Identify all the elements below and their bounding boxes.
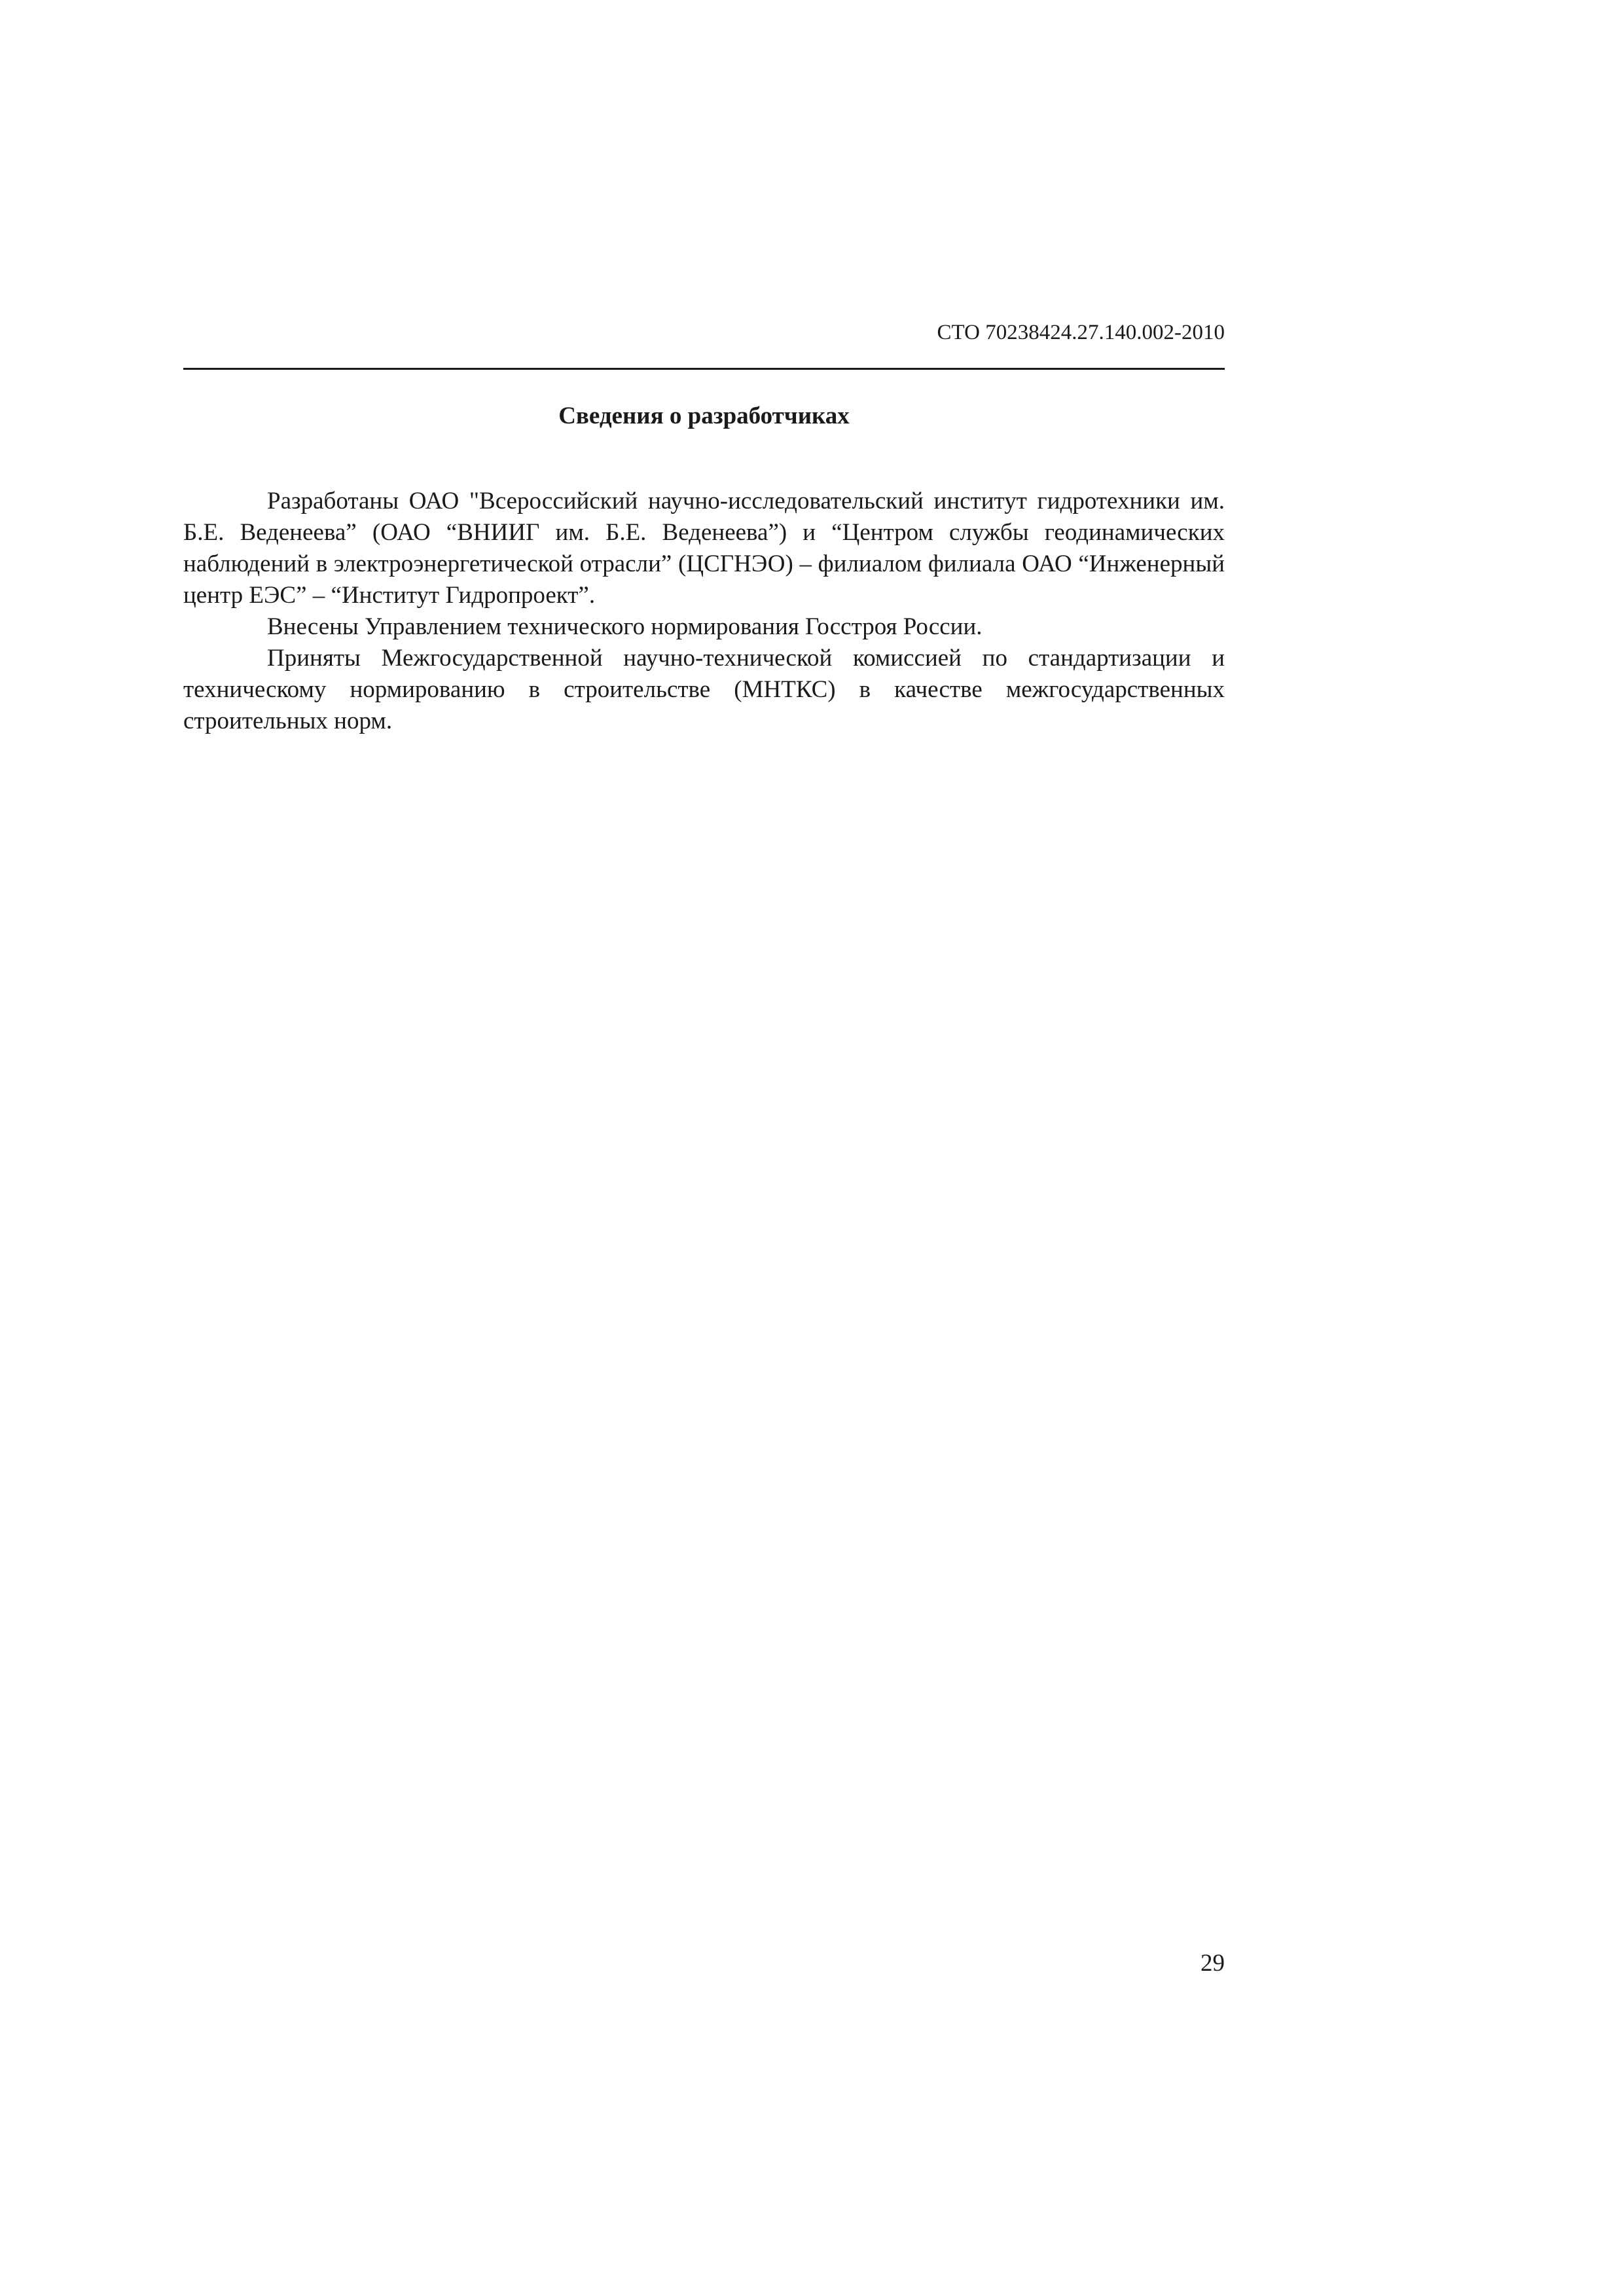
paragraph-developed-by: Разработаны ОАО "Всероссийский научно-исследовательский институт гидротехники им. Б.Е. Веденеева” (ОАО “ВНИИГ им. Б.Е. Веденеева”) и “Центром службы геодинамических наблюдений в электроэнергетической отрасли” (ЦСГНЭО) – филиалом филиала ОАО “Инженерный центр ЕЭС” – “Институт Гидропроект”. — [183, 488, 1225, 609]
section-title: Сведения о разработчиках — [558, 403, 850, 429]
paragraph-introduced-by: Внесены Управлением технического нормирования Госстроя России. — [267, 613, 983, 640]
document-code: СТО 70238424.27.140.002-2010 — [937, 321, 1225, 344]
body-text — [183, 486, 1225, 737]
page-number: 29 — [1200, 1950, 1225, 1977]
header-divider — [183, 368, 1225, 370]
paragraph-adopted-by: Приняты Межгосударственной научно-технической комиссией по стандартизации и техническому нормированию в строительстве (МНТКС) в качестве межгосударственных строительных норм. — [183, 645, 1225, 734]
